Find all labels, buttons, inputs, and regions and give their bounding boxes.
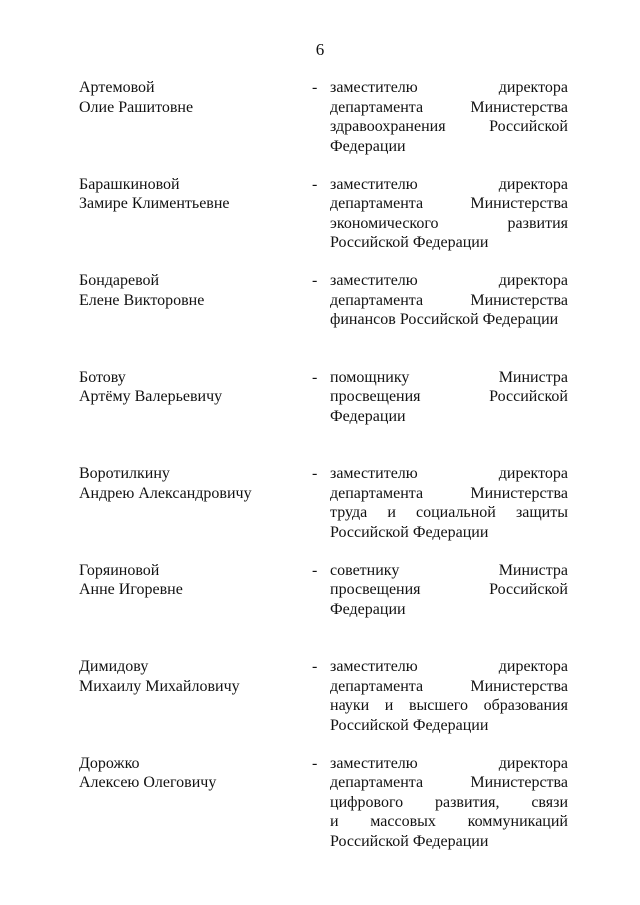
position-word: и — [384, 697, 394, 714]
position-title — [330, 78, 568, 156]
position-word: Министерства — [470, 291, 568, 309]
position-word: директора — [498, 754, 568, 772]
position-line — [330, 793, 568, 813]
position-word: Российской Федерации — [330, 716, 489, 734]
person-name — [79, 78, 299, 117]
person-name — [79, 368, 299, 407]
position-word: Федерации — [330, 407, 406, 425]
position-line — [330, 368, 568, 388]
person-surname: Барашкиновой — [79, 175, 180, 193]
position-word: Министра — [498, 561, 568, 579]
person-given-names: Андрею Александровичу — [79, 484, 252, 502]
person-name — [79, 464, 299, 503]
position-word: директора — [498, 175, 568, 193]
position-word: образования — [483, 697, 568, 714]
appointment-entry — [0, 368, 640, 465]
position-line — [330, 657, 568, 677]
separator-dash: - — [312, 175, 318, 193]
separator-dash: - — [312, 561, 318, 579]
position-word: Российской Федерации — [330, 234, 489, 251]
position-word: департамента — [330, 774, 424, 791]
position-word: директора — [498, 272, 568, 289]
person-given-names: Замире Климентьевне — [79, 195, 230, 212]
position-line — [330, 175, 568, 195]
position-line — [330, 754, 568, 774]
position-word: социальной — [415, 504, 496, 521]
person-surname: Артемовой — [79, 79, 155, 96]
position-word: департамента — [330, 195, 424, 212]
appointment-entry — [0, 271, 640, 368]
appointment-entry — [0, 175, 640, 272]
position-title — [330, 175, 568, 253]
position-line — [330, 194, 568, 214]
position-word: директора — [498, 79, 568, 96]
position-word: заместителю — [330, 658, 418, 675]
position-line — [330, 407, 568, 427]
position-word: цифрового — [330, 793, 404, 811]
position-line — [330, 137, 568, 157]
position-word: Министерства — [470, 195, 568, 212]
person-surname: Дорожко — [79, 754, 140, 772]
position-word: помощнику — [330, 368, 410, 386]
separator-dash: - — [312, 754, 318, 772]
position-line — [330, 716, 568, 736]
position-word: заместителю — [330, 175, 418, 193]
person-surname: Бондаревой — [79, 272, 160, 289]
person-surname: Димидову — [79, 658, 149, 675]
position-line — [330, 812, 568, 832]
position-line — [330, 271, 568, 291]
position-word: заместителю — [330, 754, 418, 772]
position-line — [330, 503, 568, 523]
person-surname: Горяиновой — [79, 561, 160, 579]
position-word: Министерства — [470, 484, 568, 502]
position-word: директора — [498, 658, 568, 675]
separator-dash: - — [312, 272, 318, 289]
position-title — [330, 464, 568, 542]
position-word: департамента — [330, 291, 424, 309]
person-given-names: Елене Викторовне — [79, 291, 205, 309]
person-name — [79, 561, 299, 600]
position-word: связи — [531, 793, 568, 811]
position-line — [330, 561, 568, 581]
person-given-names: Михаилу Михайловичу — [79, 677, 240, 695]
position-word: труда — [330, 504, 368, 521]
position-word: Федерации — [330, 600, 406, 618]
position-word: Российской Федерации — [330, 523, 489, 541]
separator-dash: - — [312, 79, 318, 96]
separator-dash: - — [312, 465, 318, 482]
position-line — [330, 310, 568, 330]
position-line — [330, 291, 568, 311]
position-title — [330, 561, 568, 620]
person-name — [79, 271, 299, 310]
position-word: защиты — [515, 504, 568, 521]
position-word: развития — [507, 214, 568, 232]
position-word: Министерства — [470, 677, 568, 695]
person-name — [79, 175, 299, 214]
person-surname: Воротилкину — [79, 465, 170, 482]
position-line — [330, 387, 568, 407]
position-line — [330, 117, 568, 137]
position-line — [330, 580, 568, 600]
position-line — [330, 484, 568, 504]
separator-dash: - — [312, 658, 318, 675]
position-title — [330, 368, 568, 427]
position-word: департамента — [330, 484, 424, 502]
position-word: экономического — [330, 214, 439, 232]
position-word: коммуникаций — [467, 813, 568, 830]
position-word: заместителю — [330, 272, 418, 289]
position-word: просвещения — [330, 581, 421, 598]
position-word: Министра — [498, 368, 568, 386]
position-word: директора — [498, 465, 568, 482]
position-word: заместителю — [330, 79, 418, 96]
appointment-entry — [0, 464, 640, 561]
position-word: Российской — [489, 388, 568, 405]
position-word: Министерства — [470, 774, 568, 791]
position-word: и — [330, 813, 339, 830]
position-line — [330, 78, 568, 98]
position-title — [330, 754, 568, 852]
position-word: развития, — [434, 793, 500, 811]
page-number: 6 — [315, 40, 325, 59]
position-line — [330, 523, 568, 543]
position-line — [330, 214, 568, 234]
appointment-entry — [0, 754, 640, 851]
position-line — [330, 98, 568, 118]
position-word: финансов Российской Федерации — [330, 311, 559, 328]
person-surname: Ботову — [79, 368, 126, 386]
position-word: высшего — [408, 697, 468, 714]
position-word: Федерации — [330, 137, 406, 155]
position-line — [330, 677, 568, 697]
position-word: советнику — [330, 561, 400, 579]
position-word: массовых — [370, 813, 436, 830]
position-word: просвещения — [330, 388, 421, 405]
person-given-names: Олие Рашитовне — [79, 98, 194, 116]
appointment-list — [0, 78, 640, 850]
position-line — [330, 233, 568, 253]
appointment-entry — [0, 561, 640, 658]
person-name — [79, 754, 299, 793]
position-line — [330, 832, 568, 852]
position-word: департамента — [330, 98, 424, 116]
person-name — [79, 657, 299, 696]
person-given-names: Анне Игоревне — [79, 581, 183, 598]
position-line — [330, 696, 568, 716]
position-title — [330, 271, 568, 330]
position-title — [330, 657, 568, 735]
position-word: департамента — [330, 677, 424, 695]
appointment-entry — [0, 657, 640, 754]
position-line — [330, 773, 568, 793]
position-word: Российской — [489, 118, 568, 135]
person-given-names: Артёму Валерьевичу — [79, 388, 223, 405]
position-word: и — [387, 504, 396, 521]
position-word: заместителю — [330, 465, 418, 482]
separator-dash: - — [312, 368, 318, 386]
position-line — [330, 600, 568, 620]
position-word: Министерства — [470, 98, 568, 116]
position-word: Российской — [489, 581, 568, 598]
appointment-entry — [0, 78, 640, 175]
person-given-names: Алексею Олеговичу — [79, 774, 217, 791]
position-word: науки — [330, 697, 370, 714]
position-line — [330, 464, 568, 484]
position-word: здравоохранения — [330, 118, 446, 135]
position-word: Российской Федерации — [330, 832, 489, 850]
